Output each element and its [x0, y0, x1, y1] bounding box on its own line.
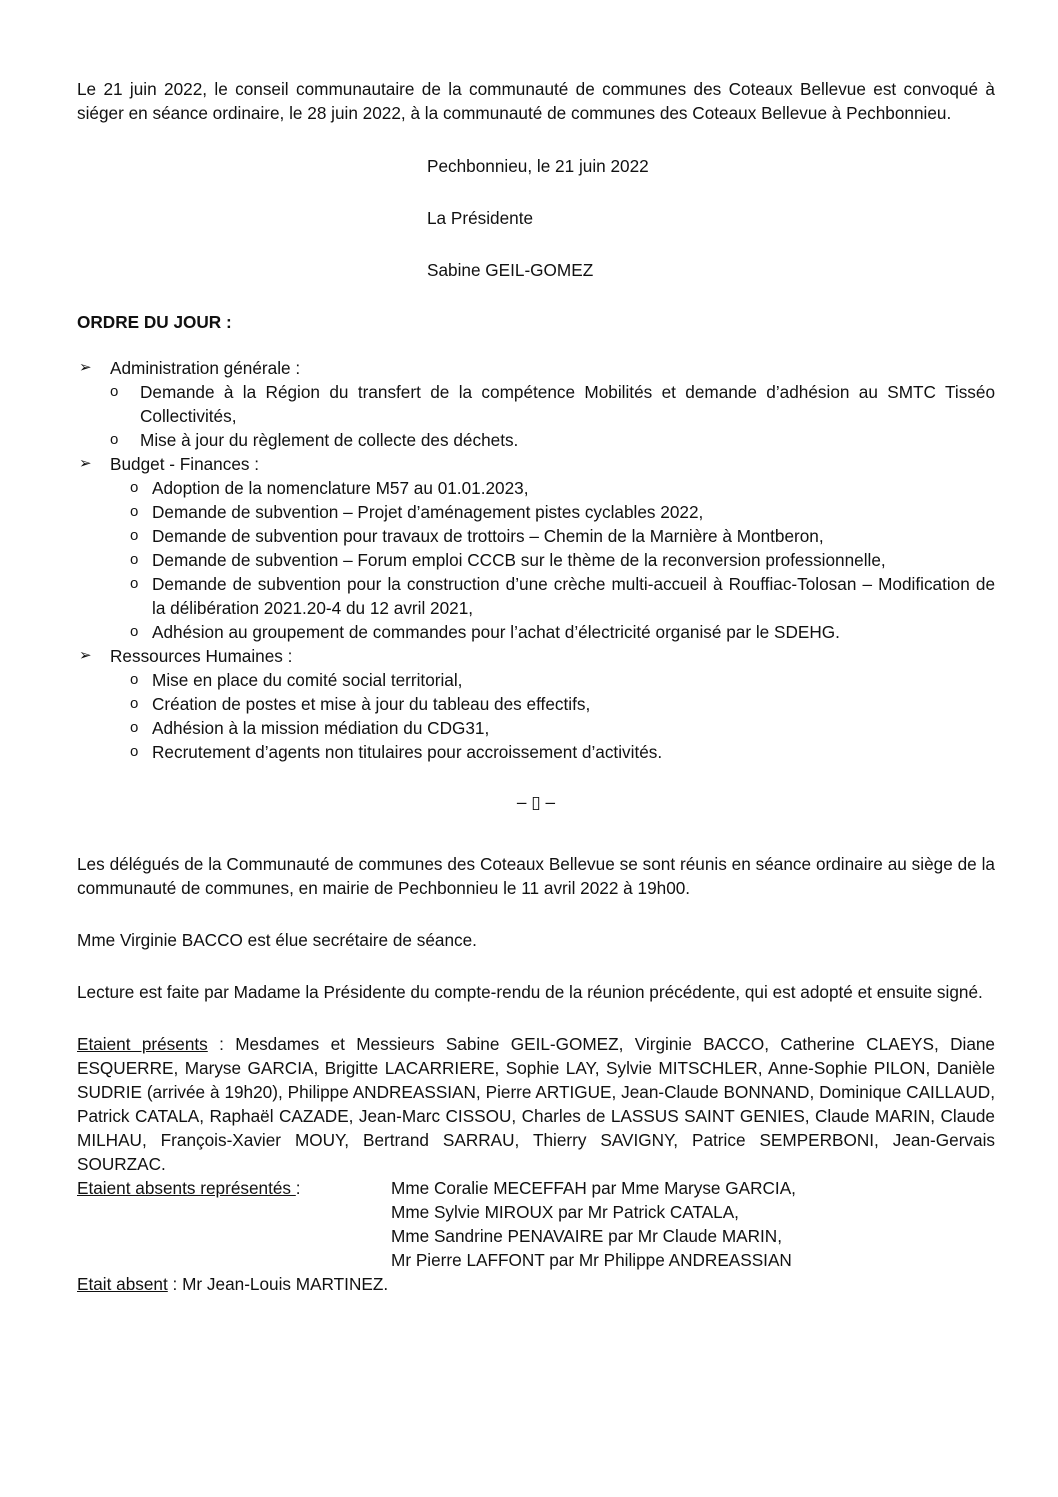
- represented-entry: Mr Pierre LAFFONT par Mr Philippe ANDREASSIAN: [391, 1250, 792, 1270]
- absent-label: Etait absent: [77, 1274, 168, 1294]
- circle-bullet-icon: o: [130, 479, 139, 496]
- agenda-item: [77, 380, 995, 428]
- represented-entry: Mme Sandrine PENAVAIRE par Mr Claude MARIN,: [391, 1226, 782, 1246]
- agenda-item: [77, 740, 995, 764]
- agenda-item: [77, 548, 995, 572]
- represented-label: Etaient absents représentés: [77, 1178, 296, 1198]
- signatory-name: Sabine GEIL-GOMEZ: [427, 260, 594, 280]
- document-page: [77, 77, 995, 1296]
- agenda-item: [77, 572, 995, 620]
- agenda-section: [77, 644, 995, 668]
- circle-bullet-icon: o: [130, 671, 139, 688]
- agenda-section-title: Budget - Finances :: [110, 454, 260, 474]
- arrow-bullet-icon: ➢: [79, 647, 92, 664]
- agenda-item-text: Demande de subvention – Forum emploi CCCB sur le thème de la reconversion professionnelle,: [152, 550, 886, 570]
- agenda-item: [77, 620, 995, 644]
- agenda-item: [77, 716, 995, 740]
- circle-bullet-icon: o: [130, 575, 139, 592]
- absent-list: : Mr Jean-Louis MARTINEZ.: [167, 1274, 389, 1294]
- agenda-item: [77, 692, 995, 716]
- represented-entry: Mme Coralie MECEFFAH par Mme Maryse GARCIA,: [391, 1178, 796, 1198]
- agenda-item-text: Demande de subvention – Projet d’aménagement pistes cyclables 2022,: [152, 502, 704, 522]
- agenda-item-text: Création de postes et mise à jour du tableau des effectifs,: [152, 694, 591, 714]
- section-separator: – ▯ –: [516, 792, 556, 812]
- agenda-item-text: Demande à la Région du transfert de la compétence Mobilités et demande d’adhésion au SMTC Tisséo Collectivités,: [140, 382, 995, 426]
- circle-bullet-icon: o: [130, 719, 139, 736]
- agenda-section: [77, 356, 995, 380]
- represented-block: [77, 1176, 995, 1272]
- agenda-section-title: Administration générale :: [110, 358, 301, 378]
- agenda-item: [77, 668, 995, 692]
- agenda-heading: ORDRE DU JOUR :: [77, 312, 232, 332]
- agenda-item-text: Demande de subvention pour la construction d’une crèche multi-accueil à Rouffiac-Tolosan – Modification de la délibération 2021.20-4 du 12 avril 2021,: [152, 574, 995, 618]
- represented-entry: Mme Sylvie MIROUX par Mr Patrick CATALA,: [391, 1202, 739, 1222]
- agenda-item-text: Recrutement d’agents non titulaires pour accroissement d’activités.: [152, 742, 663, 762]
- agenda-item-text: Demande de subvention pour travaux de trottoirs – Chemin de la Marnière à Montberon,: [152, 526, 824, 546]
- secretary-statement: Mme Virginie BACCO est élue secrétaire de séance.: [77, 930, 477, 950]
- circle-bullet-icon: o: [130, 623, 139, 640]
- reading-statement: Lecture est faite par Madame la Présidente du compte-rendu de la réunion précédente, qui est adopté et ensuite signé.: [77, 982, 983, 1002]
- agenda-item-text: Adoption de la nomenclature M57 au 01.01.2023,: [152, 478, 529, 498]
- place-date: Pechbonnieu, le 21 juin 2022: [427, 156, 649, 176]
- circle-bullet-icon: o: [130, 527, 139, 544]
- agenda-item: [77, 500, 995, 524]
- circle-bullet-icon: o: [110, 431, 119, 448]
- represented-colon: :: [295, 1178, 301, 1198]
- circle-bullet-icon: o: [130, 503, 139, 520]
- agenda-item: [77, 524, 995, 548]
- circle-bullet-icon: o: [130, 743, 139, 760]
- present-label: Etaient présents: [77, 1034, 208, 1054]
- agenda-item-text: Mise en place du comité social territorial,: [152, 670, 463, 690]
- agenda-section: [77, 452, 995, 476]
- agenda-item-text: Mise à jour du règlement de collecte des déchets.: [140, 430, 519, 450]
- circle-bullet-icon: o: [130, 695, 139, 712]
- convocation-intro: Le 21 juin 2022, le conseil communautaire de la communauté de communes des Coteaux Bellevue est convoqué à siéger en séance ordinaire, le 28 juin 2022, à la communauté de communes des Coteaux Bellevue à Pechbonnieu.: [77, 79, 995, 123]
- agenda-item: [77, 476, 995, 500]
- circle-bullet-icon: o: [130, 551, 139, 568]
- arrow-bullet-icon: ➢: [79, 359, 92, 376]
- circle-bullet-icon: o: [110, 383, 119, 400]
- agenda-item-text: Adhésion au groupement de commandes pour l’achat d’électricité organisé par le SDEHG.: [152, 622, 840, 642]
- agenda-item-text: Adhésion à la mission médiation du CDG31,: [152, 718, 490, 738]
- present-members: [77, 1032, 995, 1176]
- arrow-bullet-icon: ➢: [79, 455, 92, 472]
- meeting-statement: Les délégués de la Communauté de communes des Coteaux Bellevue se sont réunis en séance ordinaire au siège de la communauté de communes, en mairie de Pechbonnieu le 11 avril 2022 à 19h00.: [77, 854, 995, 898]
- agenda-item: [77, 428, 995, 452]
- present-list: : Mesdames et Messieurs Sabine GEIL-GOMEZ, Virginie BACCO, Catherine CLAEYS, Diane ESQUERRE, Maryse GARCIA, Brigitte LACARRIERE, Sophie LAY, Sylvie MITSCHLER, Anne-Sophie PILON, Danièle SUDRIE (arrivée à 19h20), Philippe ANDREASSIAN, Pierre ARTIGUE, Jean-Claude BONNAND, Dominique CAILLAUD, Patrick CATALA, Raphaël CAZADE, Jean-Marc CISSOU, Charles de LASSUS SAINT GENIES, Claude MARIN, Claude MILHAU, François-Xavier MOUY, Bertrand SARRAU, Thierry SAVIGNY, Patrice SEMPERBONI, Jean-Gervais SOURZAC.: [77, 1034, 995, 1174]
- absent-members: [77, 1272, 995, 1296]
- agenda-section-title: Ressources Humaines :: [110, 646, 293, 666]
- represented-label-cell: [77, 1176, 391, 1200]
- signatory-title: La Présidente: [427, 208, 534, 228]
